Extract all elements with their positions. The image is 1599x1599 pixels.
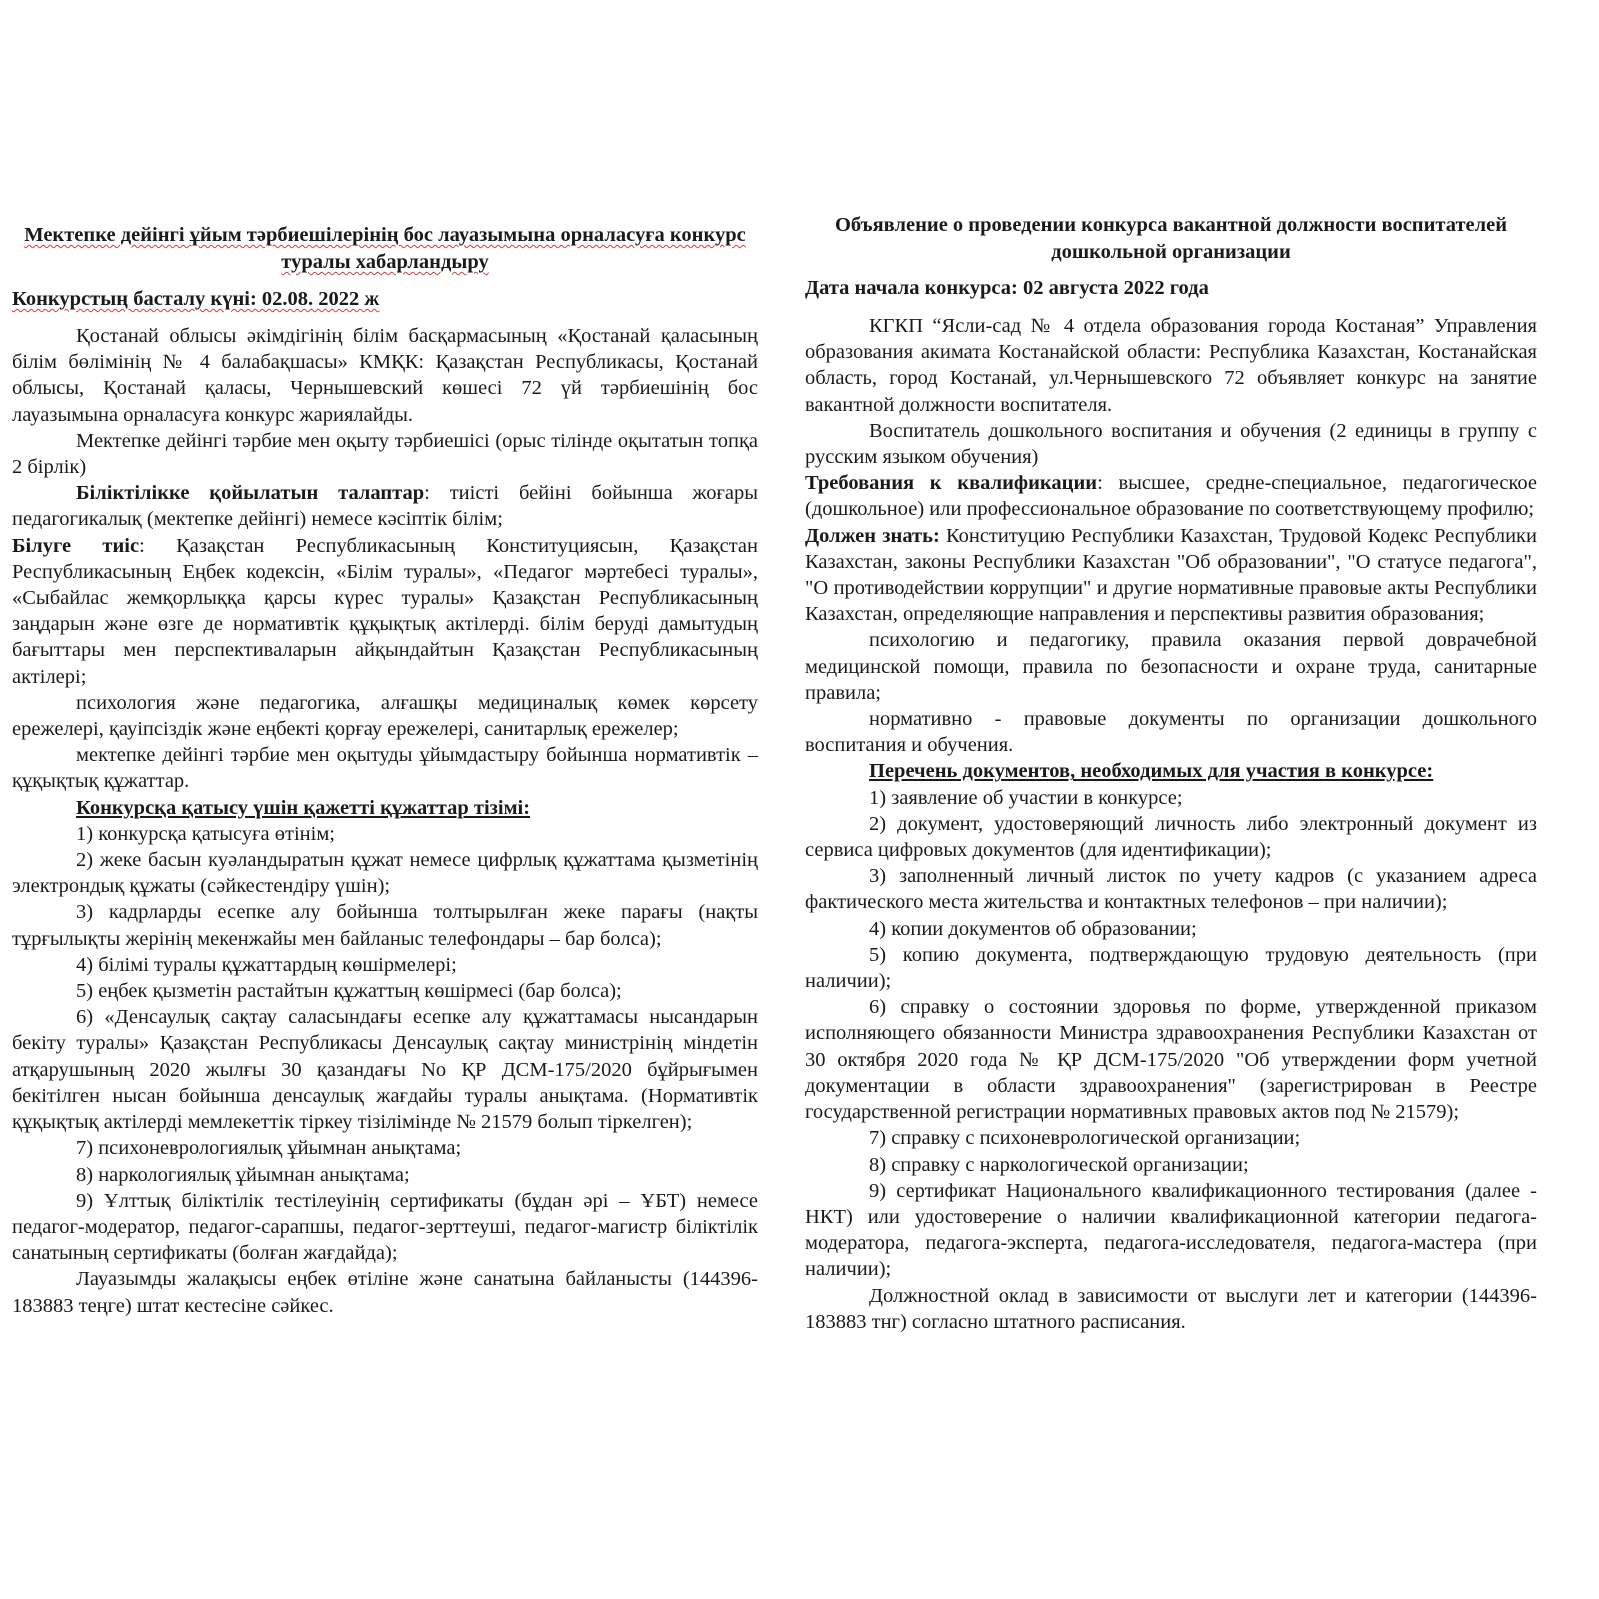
kazakh-document-item: 3) кадрларды есепке алу бойынша толтырылған жеке парағы (нақты тұрғылықты жерінің мекенжайы мен байланыс телефондары – бар болса); (12, 901, 758, 950)
kazakh-knowledge-text: : Қазақстан Республикасының Конституциясын, Қазақстан Республикасының Еңбек кодексін, «Білім туралы», «Педагог мәртебесі туралы», «Сыбайлас жемқорлыққа қарсы күрес туралы» Қазақстан Республикасының заңдарын және өзге де нормативтік құқықтық актілерді. білім беруді дамытудың бағыттары мен перспективаларын айқындайтын Қазақстан Республикасының актілері; (12, 534, 758, 688)
russian-requirements (805, 470, 1537, 522)
kazakh-document-item: 9) Ұлттық біліктілік тестілеуінің сертификаты (бұдан әрі – ҰБТ) немесе педагог-модератор, педагог-сарапшы, педагог-зерттеуші, педагог-магистр біліктілік санатының сертификаты (болған жағдайда); (12, 1189, 758, 1265)
russian-document-item: 3) заполненный личный листок по учету кадров (с указанием адреса фактического места жительства и контактных телефонов – при наличии); (805, 865, 1537, 914)
russian-document-item: 4) копии документов об образовании; (869, 917, 1197, 940)
kazakh-requirements-text: : тиісті бейіні бойынша жоғары педагогикалық (мектепке дейінгі) немесе кәсіптік білім; (12, 482, 758, 531)
kazakh-intro: Қостанай облысы әкімдігінің білім басқармасының «Қостанай қаласының білім бөлімінің № 4 балабақшасы» КМҚК: Қазақстан Республикасы, Қостанай облысы, Қостанай қаласы, Чернышевский көшесі 72 үй тәрбиешінің бос лауазымына орналасуға конкурс жариялайды. (12, 325, 758, 426)
russian-document-item: 5) копию документа, подтверждающую трудовую деятельность (при наличии); (805, 943, 1537, 993)
kazakh-document-item: 4) білімі туралы құжаттардың көшірмелері; (76, 953, 457, 976)
kazakh-position: Мектепке дейінгі тәрбие мен оқыту тәрбиешісі (орыс тілінде оқытатын топқа 2 бірлік) (12, 429, 758, 479)
russian-knowledge-label: Должен знать: (805, 524, 940, 547)
russian-salary: Должностной оклад в зависимости от выслуги лет и категории (144396-183883 тнг) согласно штатного расписания. (805, 1284, 1537, 1333)
russian-document-item: 2) документ, удостоверяющий личность либо электронный документ из сервиса цифровых документов (для идентификации); (805, 812, 1537, 862)
kazakh-knowledge-extra-1: психология және педагогика, алғашқы медициналық көмек көрсету ережелері, қауіпсіздік және еңбекті қорғау ережелері, санитарлық ережелер; (12, 691, 758, 741)
kazakh-document-item: 6) «Денсаулық сақтау саласындағы есепке алу құжаттамасы нысандарын бекіту туралы» Қазақстан Республикасы Денсаулық сақтау министрінің міндетін атқарушының 2020 жылғы 30 қазандағы No ҚР ДСМ-175/2020 бұйрығымен бекітілген нысан бойынша денсаулық жағдайы туралы анықтама. (Нормативтік құқықтық актілерді мемлекеттік тіркеу тізілімінде № 21579 болып тіркелген); (12, 1006, 758, 1134)
russian-document-item: 9) сертификат Национального квалификационного тестирования (далее - НКТ) или удостоверение о наличии квалификационной категории педагога-модератора, педагога-эксперта, педагога-исследователя, педагога-мастера (при наличии); (805, 1179, 1537, 1281)
russian-intro: КГКП “Ясли-сад № 4 отдела образования города Костаная” Управления образования акимата Костанайской области: Республика Казахстан, Костанайская область, город Костанай, ул.Чернышевского 72 объявляет конкурс на занятие вакантной должности воспитателя. (805, 315, 1537, 416)
kazakh-document-item: 8) наркологиялық ұйымнан анықтама; (76, 1163, 410, 1186)
russian-requirements-label: Требования к квалификации (805, 472, 1098, 495)
kazakh-body (12, 323, 758, 1319)
russian-document-item: 8) справку с наркологической организации; (869, 1153, 1249, 1176)
kazakh-documents-heading: Конкурсқа қатысу үшін қажетті құжаттар тізімі: (76, 796, 531, 819)
russian-document-item: 1) заявление об участии в конкурсе; (869, 786, 1183, 809)
russian-requirements-text: : высшее, средне-специальное, педагогическое (дошкольное) или профессиональное образование по соответствующему профилю; (805, 472, 1537, 521)
kazakh-salary: Лауазымды жалақысы еңбек өтіліне және санатына байланысты (144396-183883 теңге) штат кестесіне сәйкес. (12, 1268, 758, 1317)
kazakh-document-item: 5) еңбек қызметін растайтын құжаттың көшірмесі (бар болса); (76, 980, 622, 1003)
kazakh-start-date: Конкурстың басталу күні: 02.08. 2022 ж (12, 288, 380, 310)
russian-body (805, 313, 1537, 1335)
russian-title: Объявление о проведении конкурса вакантной должности воспитателей дошкольной организации (834, 214, 1508, 263)
kazakh-requirements (12, 480, 758, 532)
russian-knowledge (805, 523, 1537, 628)
kazakh-document-item: 1) конкурсқа қатысуға өтінім; (76, 822, 336, 845)
russian-document-item: 7) справку с психоневрологической организации; (869, 1127, 1301, 1150)
kazakh-requirements-label: Біліктілікке қойылатын талаптар (76, 482, 425, 505)
russian-start-date: Дата начала конкурса: 02 августа 2022 года (805, 277, 1209, 299)
russian-documents-heading: Перечень документов, необходимых для участия в конкурсе: (869, 760, 1434, 783)
kazakh-knowledge-label: Білуге тиіс (12, 534, 140, 557)
russian-document-item: 6) справку о состоянии здоровья по форме, утвержденной приказом исполняющего обязанности Министра здравоохранения Республики Казахстан от 30 октября 2020 года № ҚР ДСМ-175/2020 "Об утверждении форм учетной документации в области здравоохранения" (зарегистрирован в Реестре государственной регистрации нормативных правовых актов под № 21579); (805, 996, 1537, 1124)
russian-knowledge-text: Конституцию Республики Казахстан, Трудовой Кодекс Республики Казахстан, законы Республики Казахстан "Об образовании", "О статусе педагога", "О противодействии коррупции" и другие нормативные правовые акты Республики Казахстан, определяющие направления и перспективы развития образования; (805, 524, 1537, 626)
russian-knowledge-extra-1: психологию и педагогику, правила оказания первой доврачебной медицинской помощи, правила по безопасности и охране труда, санитарные правила; (805, 629, 1537, 704)
russian-knowledge-extra-2: нормативно - правовые документы по организации дошкольного воспитания и обучения. (805, 708, 1537, 757)
kazakh-knowledge (12, 533, 758, 690)
russian-position: Воспитатель дошкольного воспитания и обучения (2 единицы в группу с русским языком обучения) (805, 419, 1537, 469)
kazakh-knowledge-extra-2: мектепке дейінгі тәрбие мен оқытуды ұйымдастыру бойынша нормативтік – құқықтық құжаттар. (12, 744, 758, 793)
kazakh-title: Мектепке дейінгі ұйым тәрбиешілерінің бос лауазымына орналасуға конкурс туралы хабарландыру (24, 224, 746, 273)
kazakh-document-item: 2) жеке басын куәландыратын құжат немесе цифрлық құжаттама қызметінің электрондық құжаты (сәйкестендіру үшін); (12, 849, 758, 898)
kazakh-document-item: 7) психоневрологиялық ұйымнан анықтама; (76, 1137, 462, 1160)
